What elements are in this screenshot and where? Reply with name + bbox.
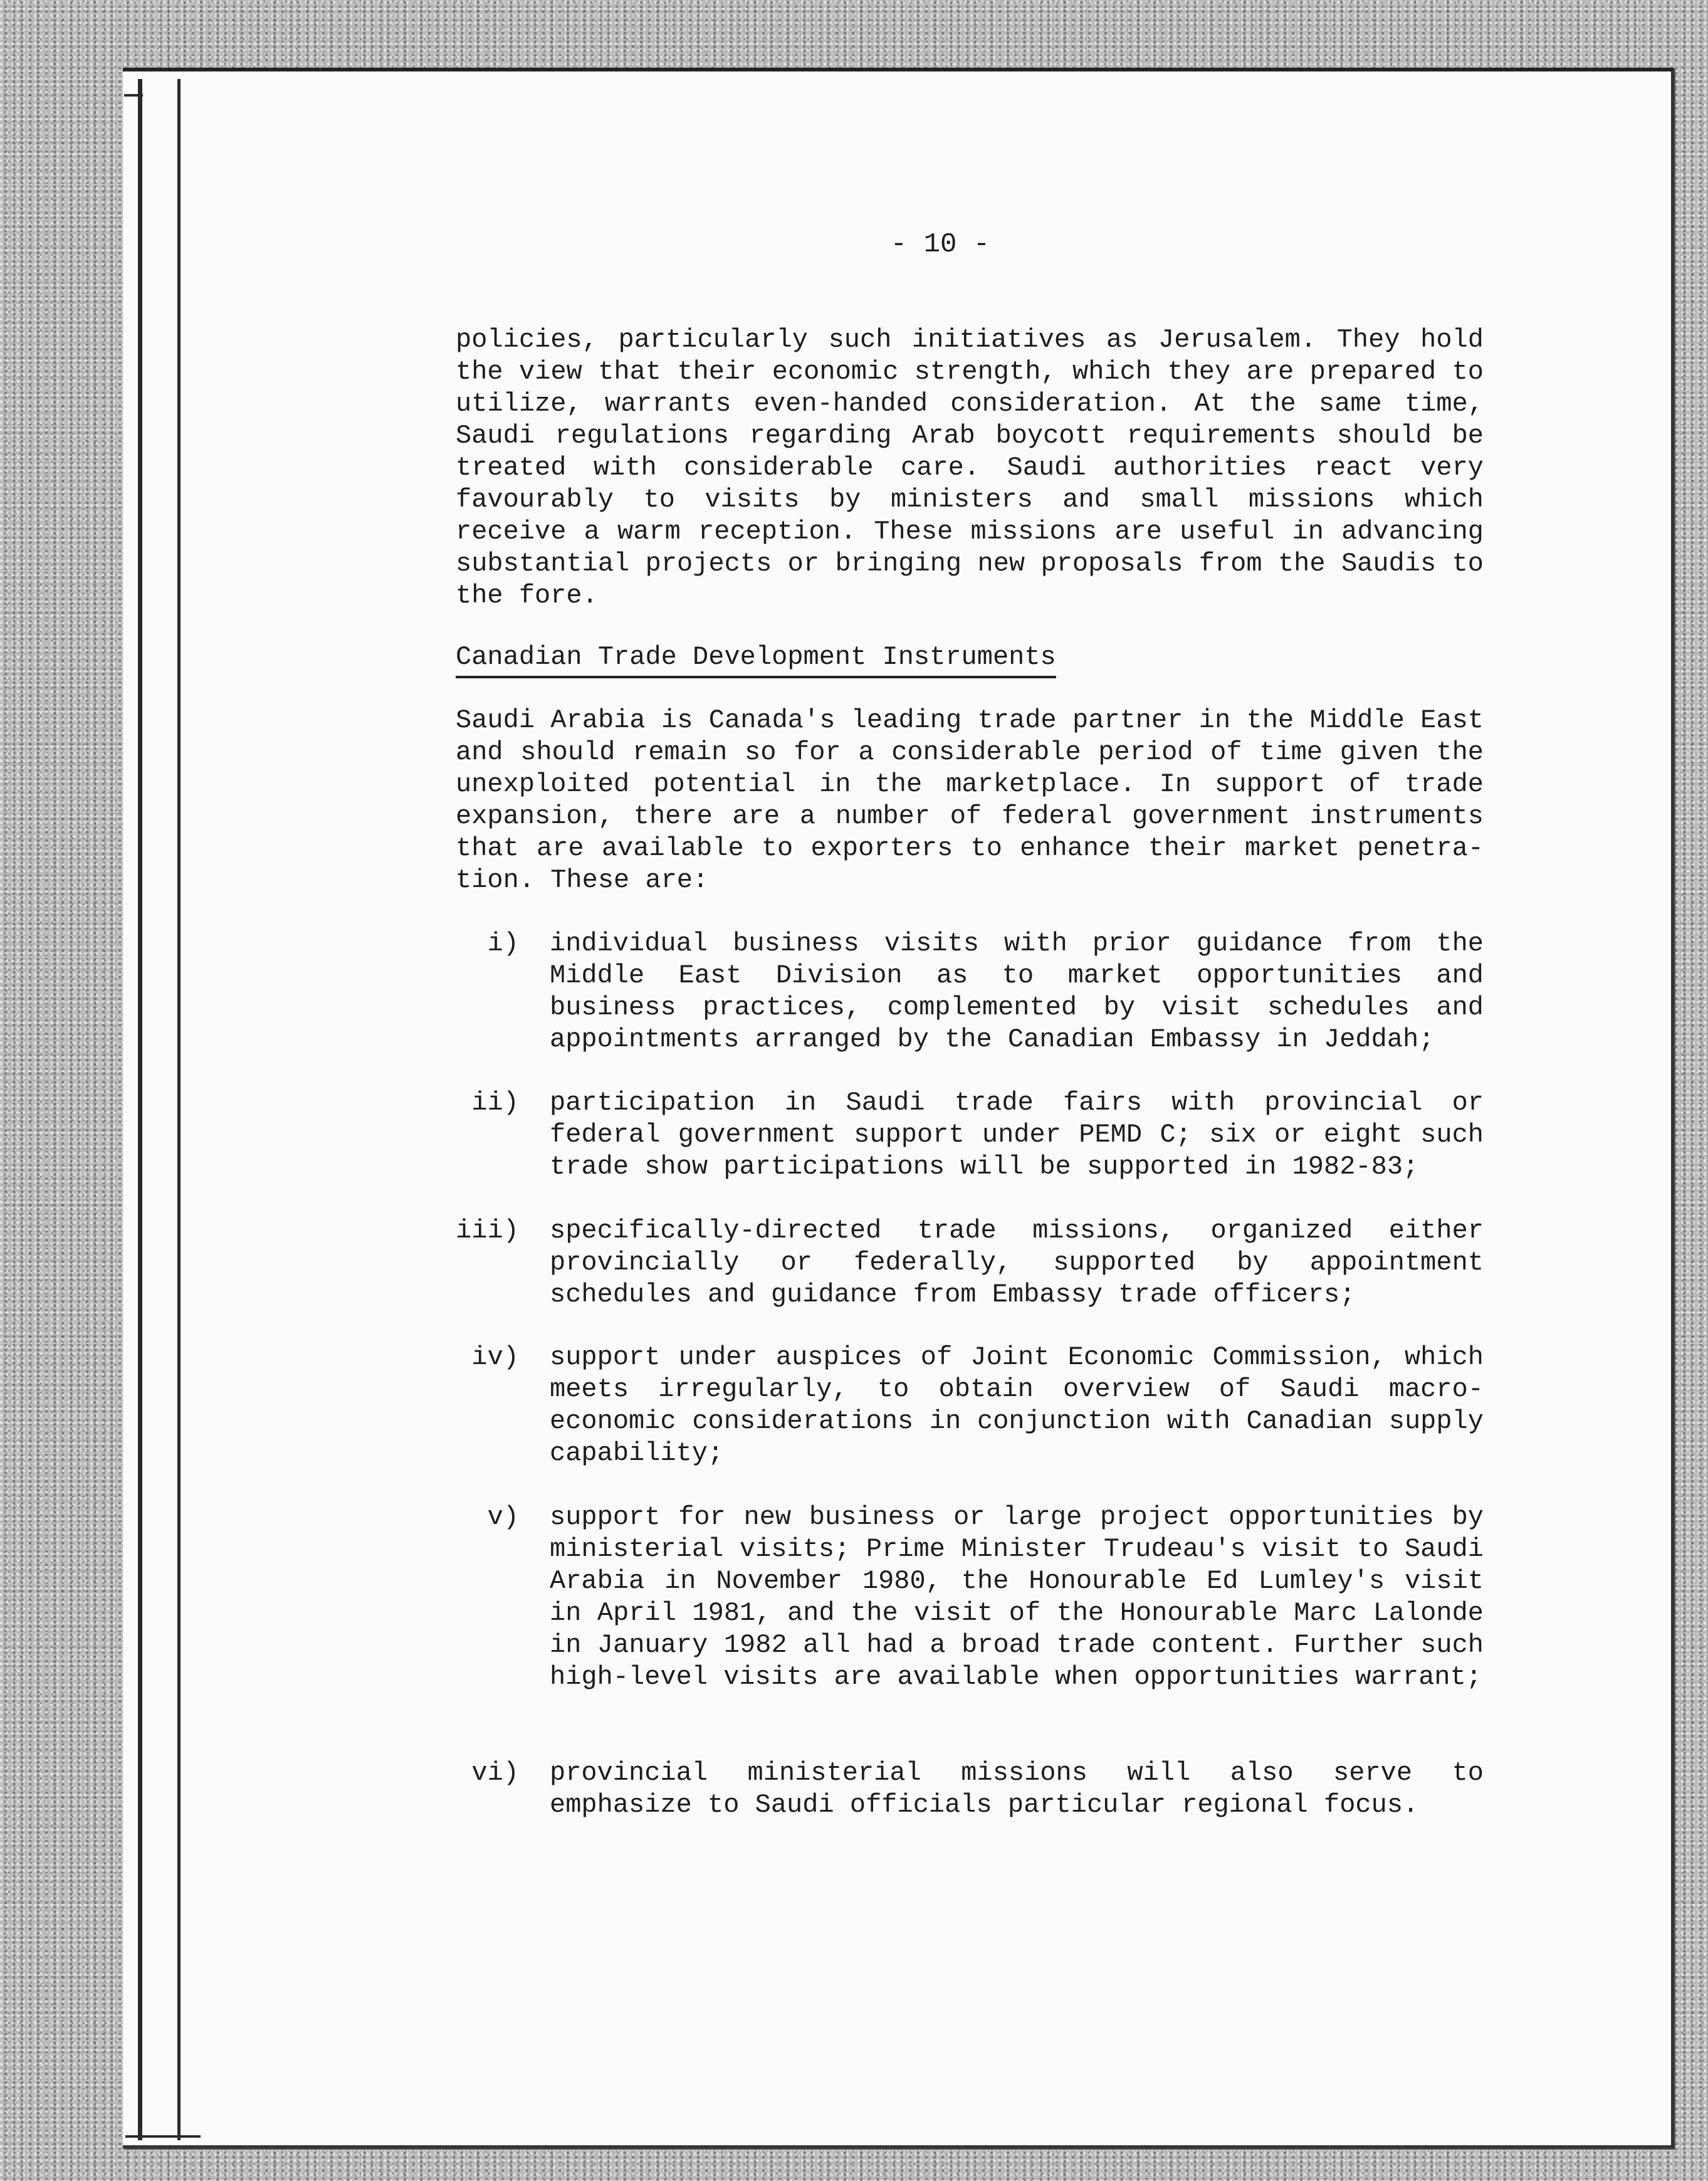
page-number: - 10 -	[890, 229, 990, 260]
list-item-text: specifically-directed trade missions, organized either provincially or federally, supported by appointment schedules and guidance from Embassy trade officers;	[550, 1216, 1484, 1310]
binding-edge-inner	[177, 79, 181, 2140]
binding-foot	[125, 2135, 201, 2138]
paragraph-intro: Saudi Arabia is Canada's leading trade partner in the Middle East and should remain so for a considerable period of time given the unexploited potential in the marketplace. In support of trade expansion, there are a number of federal government instruments that are available to exporters to enhance their market penetra- tion. These are:	[456, 705, 1484, 895]
list-item-label: vi)	[471, 1758, 519, 1788]
list-item-label: i)	[487, 928, 519, 959]
list-item-text: provincial ministerial missions will also serve to emphasize to Saudi officials particular regional focus.	[550, 1758, 1484, 1820]
list-item-label: iv)	[471, 1342, 519, 1372]
list-item-label: v)	[487, 1502, 519, 1532]
list-item-text: participation in Saudi trade fairs with provincial or federal government support under PEMD C; six or eight such trade show participations will be supported in 1982-83;	[550, 1088, 1484, 1182]
list-item-text: support for new business or large project opportunities by ministerial visits; Prime Minister Trudeau's visit to Saudi Arabia in November 1980, the Honourable Ed Lumley's visit in April 1981, and the visit of the Honourable Marc Lalonde in January 1982 all had a broad trade content. Further such high-level visits are available when opportunities warrant;	[550, 1502, 1484, 1692]
list-item-text: individual business visits with prior guidance from the Middle East Division as to market opportunities and business practices, complemented by visit schedules and appointments arranged by the Canadian Embassy in Jeddah;	[550, 928, 1484, 1054]
binding-edge-outer	[138, 79, 142, 2140]
binding-tick	[124, 94, 143, 97]
section-heading	[456, 641, 1484, 678]
section-heading-text: Canadian Trade Development Instruments	[456, 641, 1056, 678]
list-item-text: support under auspices of Joint Economic Commission, which meets irregularly, to obtain overview of Saudi macro- economic considerations in conjunction with Canadian supply capability;	[550, 1342, 1484, 1468]
paragraph-continued: policies, particularly such initiatives as Jerusalem. They hold the view that their economic strength, which they are prepared to utilize, warrants even-handed consideration. At the same time, Saudi regulations regarding Arab boycott requirements should be treated with considerable care. Saudi authorities react very favourably to visits by ministers and small missions which receive a warm reception. These missions are useful in advancing substantial projects or bringing new proposals from the Saudis to the fore.	[456, 325, 1484, 611]
list-item-label: ii)	[471, 1088, 519, 1118]
list-item-label: iii)	[456, 1216, 519, 1246]
